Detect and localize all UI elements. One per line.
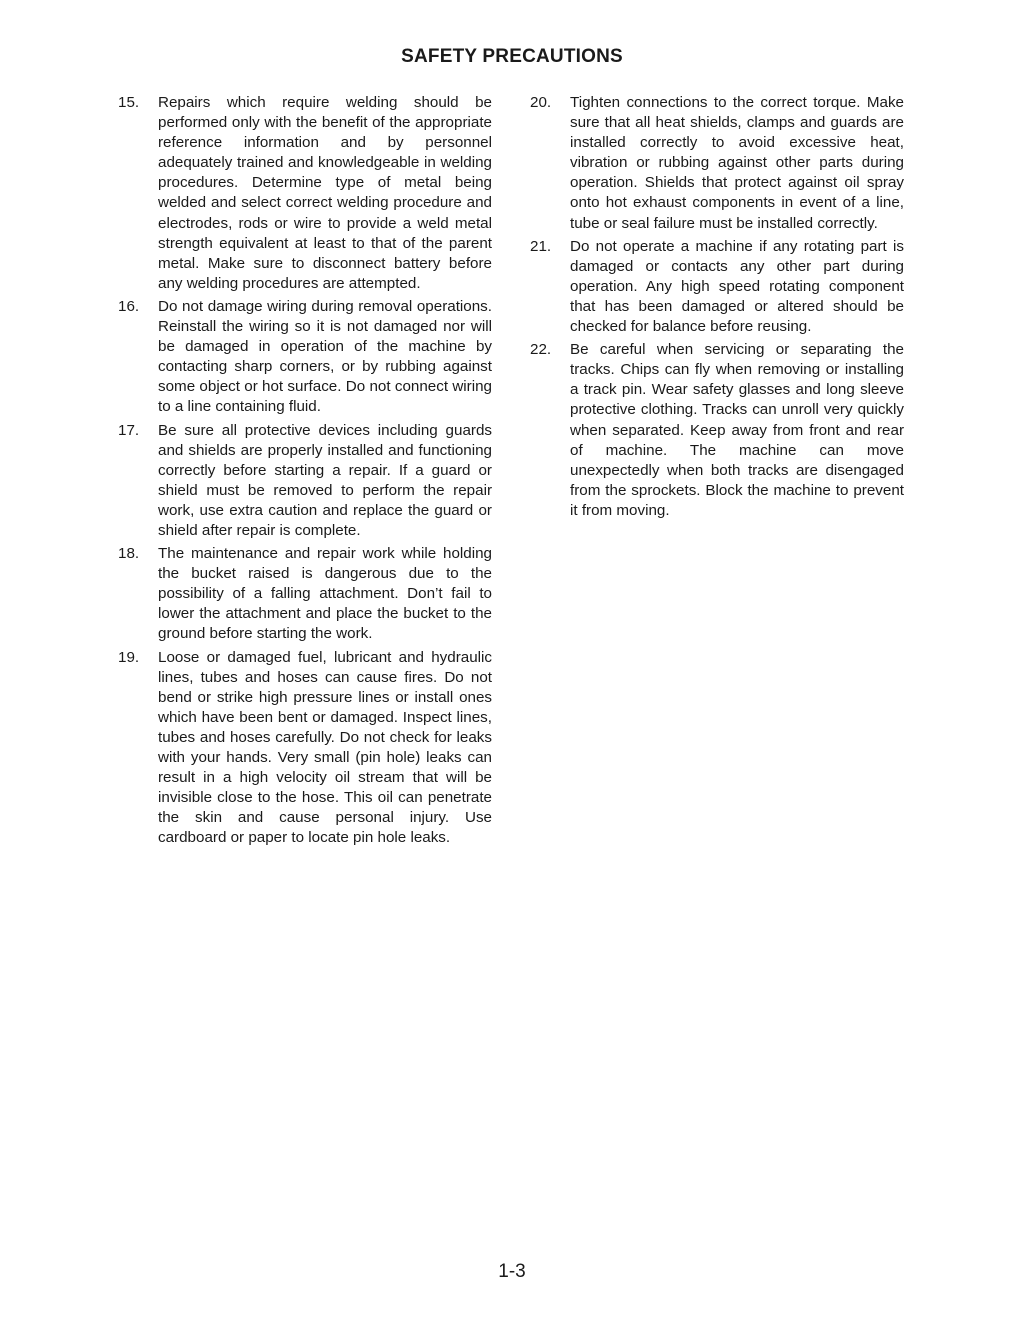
item-number: 21. bbox=[530, 237, 552, 255]
page-number: 1-3 bbox=[498, 1261, 526, 1282]
list-item bbox=[530, 237, 904, 337]
item-number: 16. bbox=[118, 297, 140, 315]
list-item bbox=[118, 648, 492, 849]
item-text: Do not operate a machine if any rotating part is damaged or contacts any other part during operation. Any high speed rotating component that has been damaged or altered should be checked for balance before reusing. bbox=[570, 237, 904, 336]
right-column bbox=[530, 93, 904, 524]
list-item bbox=[530, 340, 904, 521]
item-text: Tighten connections to the correct torque. Make sure that all heat shields, clamps and guards are installed correctly to avoid excessive heat, vibration or rubbing against other parts during operation. Shields that protect against oil spray onto hot exhaust components in event of a line, tube or seal failure must be installed correctly. bbox=[570, 94, 904, 232]
item-number: 19. bbox=[118, 648, 140, 666]
list-item bbox=[118, 297, 492, 418]
item-number: 18. bbox=[118, 545, 140, 563]
item-text: Be careful when servicing or separating the tracks. Chips can fly when removing or installing a track pin. Wear safety glasses and long sleeve protective clothing. Tracks can unroll very quickly when separated. Keep away from front and rear of machine. The machine can move unexpectedly when both tracks are disengaged from the sprockets. Block the machine to prevent it from moving. bbox=[570, 341, 904, 519]
item-text: Repairs which require welding should be performed only with the benefit of the appropriate reference information and by personnel adequately trained and knowledgeable in welding procedures. Determine type of metal being welded and select correct welding procedure and electrodes, rods or wire to provide a weld metal strength equivalent at least to that of the parent metal. Make sure to disconnect battery before any welding procedures are attempted. bbox=[158, 94, 492, 292]
item-number: 20. bbox=[530, 94, 552, 111]
item-text: Loose or damaged fuel, lubricant and hydraulic lines, tubes and hoses can cause fires. Do not bend or strike high pressure lines or install ones which have been bent or damaged. Inspect lines, tubes and hoses carefully. Do not check for leaks with your hands. Very small (pin hole) leaks can result in a high velocity oil stream that will be invisible close to the hose. This oil can penetrate the skin and cause personal injury. Use cardboard or paper to locate pin hole leaks. bbox=[158, 648, 492, 847]
list-item bbox=[118, 93, 492, 294]
list-item bbox=[530, 93, 904, 234]
left-column bbox=[118, 93, 492, 851]
page-title: SAFETY PRECAUTIONS bbox=[401, 46, 623, 67]
list-item bbox=[118, 544, 492, 644]
item-number: 22. bbox=[530, 341, 552, 359]
item-number: 17. bbox=[118, 421, 140, 439]
item-text: Be sure all protective devices including guards and shields are properly installed and functioning correctly before starting a repair. If a guard or shield must be removed to perform the repair work, use extra caution and replace the guard or shield after repair is complete. bbox=[158, 421, 492, 539]
item-text: The maintenance and repair work while holding the bucket raised is dangerous due to the possibility of a falling attachment. Don’t fail to lower the attachment and place the bucket to the ground before starting the work. bbox=[158, 545, 492, 643]
item-number: 15. bbox=[118, 94, 140, 111]
item-text: Do not damage wiring during removal operations. Reinstall the wiring so it is not damaged nor will be damaged in operation of the machine by contacting sharp corners, or by rubbing against some object or hot surface. Do not connect wiring to a line containing fluid. bbox=[158, 297, 492, 416]
list-item bbox=[118, 421, 492, 542]
